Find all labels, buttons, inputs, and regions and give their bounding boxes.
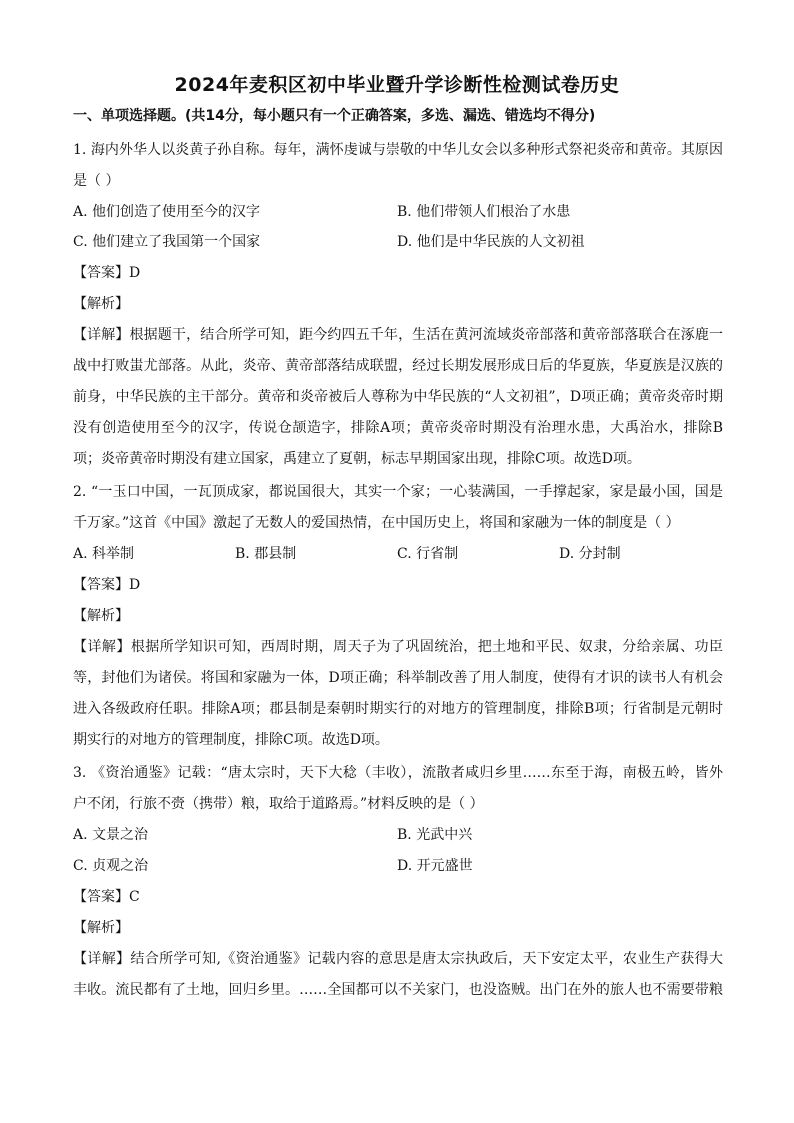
q2-option-b: B. 郡县制: [235, 546, 297, 562]
q3-option-b: B. 光武中兴: [397, 827, 473, 843]
q3-stem-line-2: 户不闭，行旅不赍（携带）粮，取给于道路焉。”材料反映的是（ ）: [73, 796, 484, 812]
q2-detail-line-3: 进入各级政府任职。排除A项；郡县制是秦朝时期实行的对地方的管理制度，排除B项；行省制是元朝时: [73, 701, 723, 717]
q2-detail-line-1: 【详解】根据所学知识可知，西周时期，周天子为了巩固统治，把土地和平民、奴隶，分给亲属、功臣: [73, 639, 723, 655]
q1-option-a: A. 他们创造了使用至今的汉字: [73, 204, 261, 220]
q3-stem-line-1: 3. 《资治通鉴》记载：“唐太宗时，天下大稔（丰收），流散者咸归乡里……东至于海，南极五岭，皆外: [73, 765, 723, 781]
q2-detail-line-2: 等，封他们为诸侯。将国和家融为一体，D项正确；科举制改善了用人制度，使得有才识的读书人有机会: [73, 670, 723, 686]
q1-answer: 【答案】D: [73, 265, 141, 281]
q1-detail-line-2: 战中打败蚩尤部落。从此，炎帝、黄帝部落结成联盟，经过长期发展形成日后的华夏族，华夏族是汉族的: [73, 358, 723, 374]
q2-stem-line-1: 2. “一玉口中国，一瓦顶成家，都说国很大，其实一个家；一心装满国，一手撑起家，家是最小国，国是: [73, 484, 723, 500]
q3-answer: 【答案】C: [73, 889, 140, 905]
q2-answer: 【答案】D: [73, 577, 141, 593]
page-title: 2024年麦积区初中毕业暨升学诊断性检测试卷历史: [174, 74, 620, 96]
q1-option-c: C. 他们建立了我国第一个国家: [73, 234, 261, 250]
q2-option-c: C. 行省制: [397, 546, 459, 562]
q1-stem-line-2: 是（ ）: [73, 173, 120, 189]
q3-analysis-label: 【解析】: [73, 920, 129, 936]
q3-option-a: A. 文景之治: [73, 827, 149, 843]
q3-option-d: D. 开元盛世: [397, 858, 473, 874]
q1-detail-line-5: 项；炎帝黄帝时期没有建立国家，禹建立了夏朝，标志早期国家出现，排除C项。故选D项。: [73, 451, 641, 467]
q1-detail-line-4: 没有创造使用至今的汉字，传说仓颉造字，排除A项；黄帝炎帝时期没有治理水患，大禹治水，排除B: [73, 420, 723, 436]
section-heading: 一、单项选择题。(共14分，每小题只有一个正确答案，多选、漏选、错选均不得分): [73, 108, 596, 124]
q3-option-c: C. 贞观之治: [73, 858, 149, 874]
q1-detail-line-1: 【详解】根据题干，结合所学可知，距今约四五千年，生活在黄河流域炎帝部落和黄帝部落联合在涿鹿一: [73, 327, 723, 343]
q2-analysis-label: 【解析】: [73, 608, 129, 624]
q1-analysis-label: 【解析】: [73, 296, 129, 312]
q3-detail-line-2: 丰收。流民都有了土地，回归乡里。……全国都可以不关家门，也没盗贼。出门在外的旅人也不需要带粮: [73, 982, 723, 998]
q2-option-a: A. 科举制: [73, 546, 135, 562]
q2-stem-line-2: 千万家。”这首《中国》激起了无数人的爱国热情，在中国历史上，将国和家融为一体的制度是（ ）: [73, 515, 680, 531]
q2-detail-line-4: 期实行的对地方的管理制度，排除C项。故选D项。: [73, 732, 389, 748]
q1-detail-line-3: 前身，中华民族的主干部分。黄帝和炎帝被后人尊称为中华民族的“人文初祖”，D项正确；黄帝炎帝时期: [73, 389, 723, 405]
q3-detail-line-1: 【详解】结合所学可知,《资治通鉴》记载内容的意思是唐太宗执政后，天下安定太平，农业生产获得大: [73, 951, 723, 967]
q1-option-b: B. 他们带领人们根治了水患: [397, 204, 571, 220]
q1-option-d: D. 他们是中华民族的人文初祖: [397, 234, 585, 250]
q1-stem-line-1: 1. 海内外华人以炎黄子孙自称。每年，满怀虔诚与崇敬的中华儿女会以多种形式祭祀炎帝和黄帝。其原因: [73, 142, 723, 158]
q2-option-d: D. 分封制: [559, 546, 621, 562]
